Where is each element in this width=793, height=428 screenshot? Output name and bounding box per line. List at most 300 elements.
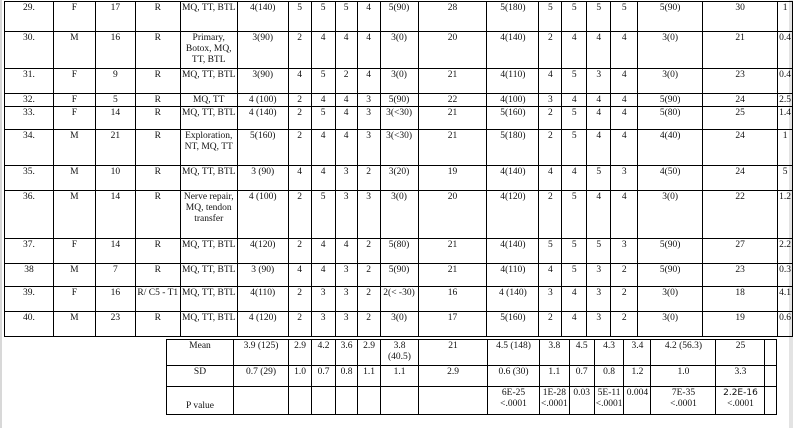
p-value: 6E-25 [501, 388, 526, 398]
cell: 2 [539, 107, 562, 130]
cell: 4(120) [237, 239, 288, 264]
cell: 24 [703, 166, 778, 191]
cell [488, 387, 540, 415]
cell: 24 [703, 130, 778, 166]
cell: 5(90) [638, 239, 703, 264]
cell: 21 [419, 340, 488, 366]
sex: M [53, 312, 95, 337]
cell: 4.3 [594, 340, 624, 366]
cell: 5 [539, 2, 562, 32]
cell: 4 [562, 312, 587, 337]
cell: 3 [539, 287, 562, 312]
cell: 5 [288, 2, 311, 32]
table-row [5, 312, 793, 337]
cell: 4 (140) [237, 107, 288, 130]
cell: 5(90) [380, 264, 418, 287]
table-row [5, 69, 793, 94]
row-label: Mean [167, 340, 234, 366]
cell: 5 [611, 2, 638, 32]
cell: 4 [335, 32, 357, 69]
cell: 3 [539, 94, 562, 107]
cell: 3 [335, 191, 357, 239]
cell: 4 [288, 69, 311, 94]
cell: 2 [357, 312, 380, 337]
age: 16 [95, 287, 135, 312]
age: 14 [95, 239, 135, 264]
cell: 28 [418, 2, 487, 32]
cell: 21 [418, 264, 487, 287]
cell: 2 [357, 264, 380, 287]
side: R [135, 130, 180, 166]
cell: 4 [335, 130, 357, 166]
cell: 5 [562, 69, 587, 94]
cell: 5 [562, 239, 587, 264]
age: 7 [95, 264, 135, 287]
age: 21 [95, 130, 135, 166]
cell: 2 [288, 107, 311, 130]
cell: 4 [611, 69, 638, 94]
cell: 3 [335, 312, 357, 337]
side: R [135, 239, 180, 264]
cell: 5 [562, 107, 587, 130]
cell: 3 [587, 69, 611, 94]
cell: 4 [611, 130, 638, 166]
cell: 5 [311, 107, 335, 130]
cell: 20 [418, 32, 487, 69]
cell: 23 [703, 69, 778, 94]
mean-row [167, 340, 777, 366]
cell: 4 (100) [237, 191, 288, 239]
cell: 1 [778, 130, 793, 166]
cell: 4 [587, 107, 611, 130]
patient-number: 32. [5, 94, 54, 107]
procedure: MQ, TT, BTL [180, 166, 237, 191]
cell: 4 [311, 166, 335, 191]
cell: 4(140) [487, 166, 539, 191]
sex: M [53, 32, 95, 69]
cell: 4 [587, 32, 611, 69]
patient-number: 29. [5, 2, 54, 32]
cell: 2.2 [778, 239, 793, 264]
procedure: MQ, TT [180, 94, 237, 107]
cell: 2 [611, 287, 638, 312]
cell: 2.5 [779, 95, 791, 105]
cell: 3(0) [638, 287, 703, 312]
p-threshold: <.0001 [670, 399, 697, 409]
p-value: 2.2E-16 [723, 388, 758, 398]
cell: 4 [562, 166, 587, 191]
cell: 4.1 [778, 287, 793, 312]
cell: 2 [611, 312, 638, 337]
p-threshold: <.0001 [500, 399, 527, 409]
cell: 3 [357, 130, 380, 166]
cell: 21 [418, 107, 487, 130]
procedure: MQ, TT, BTL [180, 239, 237, 264]
cell: 2 [288, 32, 311, 69]
cell: 5 [335, 2, 357, 32]
table-row [5, 2, 793, 32]
cell: 5(90) [638, 264, 703, 287]
cell: 4(140) [487, 239, 539, 264]
table-row [5, 191, 793, 239]
patient-number: 36. [5, 191, 54, 239]
cell: 0.7 (29) [234, 366, 289, 387]
cell: 22 [418, 94, 487, 107]
cell: 3(90) [237, 69, 288, 94]
cell: 5(90) [380, 2, 418, 32]
cell: 2 [288, 191, 311, 239]
cell: 5 [562, 191, 587, 239]
cell: 4 [288, 264, 311, 287]
side: R [135, 312, 180, 337]
sex: M [53, 191, 95, 239]
p-value: 0.03 [573, 388, 591, 398]
patient-data-table [4, 1, 793, 337]
cell: 4 [611, 94, 638, 107]
cell: 1 [778, 2, 793, 32]
cell: 2 [357, 287, 380, 312]
cell: 3 [357, 191, 380, 239]
cell: 2 [288, 312, 311, 337]
cell [594, 387, 624, 415]
cell: 3.8 [540, 340, 570, 366]
cell: 3 [335, 264, 357, 287]
cell: 24 [703, 94, 778, 107]
cell: 0.4 [778, 69, 793, 94]
sex: M [53, 166, 95, 191]
table-row [5, 32, 793, 69]
p-value: 0.004 [626, 388, 649, 398]
cell: 17 [418, 312, 487, 337]
pvalue-row [167, 387, 777, 415]
cell: 4 [539, 166, 562, 191]
cell: 4 [562, 32, 587, 69]
cell: 5(160) [487, 312, 539, 337]
cell: 2 [539, 191, 562, 239]
cell: 4 [335, 94, 357, 107]
cell: 1.0 [651, 366, 716, 387]
cell: 4 [335, 239, 357, 264]
cell: 4 [587, 191, 611, 239]
cell: 4(40) [638, 130, 703, 166]
cell: 2 [335, 69, 357, 94]
cell: 5(80) [638, 107, 703, 130]
procedure: Nerve repair, MQ, tendon transfer [180, 191, 237, 239]
procedure: MQ, TT, BTL [180, 287, 237, 312]
table-row [5, 287, 793, 312]
cell [358, 387, 381, 415]
patient-number: 30. [5, 32, 54, 69]
cell: 4 [311, 32, 335, 69]
cell: 4 [311, 94, 335, 107]
cell: 5 [587, 166, 611, 191]
cell: 3(0) [380, 191, 418, 239]
cell: 19 [703, 312, 778, 337]
cell: 1.1 [358, 366, 381, 387]
cell: 0.8 [336, 366, 358, 387]
cell: 5 [587, 239, 611, 264]
table-row [5, 239, 793, 264]
cell: 5(160) [237, 130, 288, 166]
p-threshold: <.0001 [727, 399, 754, 409]
cell: 4 [587, 130, 611, 166]
cell: 5 [539, 239, 562, 264]
cell: 1.1 [540, 366, 570, 387]
cell: 5(90) [638, 2, 703, 32]
side: R [135, 107, 180, 130]
procedure: MQ, TT, BTL [180, 312, 237, 337]
cell: 3 [311, 312, 335, 337]
cell: 4(100) [487, 94, 539, 107]
cell: 0.8 [594, 366, 624, 387]
patient-number: 34. [5, 130, 54, 166]
cell [289, 387, 312, 415]
patient-number: 39. [5, 287, 54, 312]
cell: 4 [587, 94, 611, 107]
cell: 0.6 (30) [488, 366, 540, 387]
cell: 3.8 (40.5) [381, 340, 419, 366]
sex: F [53, 2, 95, 32]
sex: M [53, 264, 95, 287]
cell: 3(20) [380, 166, 418, 191]
p-value: 1E-28 [542, 388, 566, 398]
side: R [135, 32, 180, 69]
cell: 5 [311, 191, 335, 239]
cell: 5 [562, 130, 587, 166]
age: 14 [95, 191, 135, 239]
cell: 4 (140) [487, 287, 539, 312]
procedure: MQ, TT, BTL [180, 69, 237, 94]
cell: 1.1 [381, 366, 419, 387]
cell: 16 [418, 287, 487, 312]
cell: 4 [611, 107, 638, 130]
cell [419, 387, 488, 415]
cell: 3(0) [638, 191, 703, 239]
summary-statistics-table [166, 339, 777, 415]
procedure: MQ, TT, BTL [180, 107, 237, 130]
p-threshold: <.0001 [541, 399, 568, 409]
cell: 3(0) [380, 312, 418, 337]
cell: 4(50) [638, 166, 703, 191]
cell [312, 387, 336, 415]
cell: 2 [288, 130, 311, 166]
cell: 27 [703, 239, 778, 264]
cell: 5(90) [380, 94, 418, 107]
cell: 21 [418, 130, 487, 166]
cell: 1.2 [624, 366, 651, 387]
cell: 4(140) [237, 2, 288, 32]
cell: 3 (90) [237, 166, 288, 191]
cell [540, 387, 570, 415]
cell: 5(160) [487, 107, 539, 130]
cell: 4 [357, 32, 380, 69]
cell: 4 (120) [237, 312, 288, 337]
sex: M [53, 130, 95, 166]
cell: 3(0) [380, 69, 418, 94]
cell: 2 [288, 287, 311, 312]
cell: 4 [539, 264, 562, 287]
cell: 5 [778, 166, 793, 191]
patient-number: 40. [5, 312, 54, 337]
cell: 18 [703, 287, 778, 312]
cell: 2.9 [289, 340, 312, 366]
cell: 3 [335, 166, 357, 191]
cell: 23 [703, 264, 778, 287]
cell: 21 [418, 69, 487, 94]
patient-number: 31. [5, 69, 54, 94]
cell: 5 [311, 69, 335, 94]
cell: 4 [611, 191, 638, 239]
cell: 3(<30) [380, 130, 418, 166]
cell: 3.9 (125) [234, 340, 289, 366]
cell: 3 (90) [237, 264, 288, 287]
cell: 0.4 [778, 32, 793, 69]
cell [651, 387, 716, 415]
cell: 3 [611, 166, 638, 191]
cell: 3 [357, 94, 380, 107]
cell: 4(140) [487, 32, 539, 69]
cell: 4.2 (56.3) [651, 340, 716, 366]
side: R [135, 94, 180, 107]
patient-number: 38 [5, 264, 54, 287]
p-value: 7E-35 [671, 388, 696, 398]
cell: 2 [357, 166, 380, 191]
side: R [135, 69, 180, 94]
cell: 5(180) [487, 2, 539, 32]
cell: 4 (100) [237, 94, 288, 107]
cell: 4 [539, 69, 562, 94]
cell: 3(90) [237, 32, 288, 69]
cell [381, 387, 419, 415]
cell: 3.4 [624, 340, 651, 366]
cell: 25 [703, 107, 778, 130]
cell: 3(<30) [380, 107, 418, 130]
cell: 2 [539, 312, 562, 337]
cell: 4.2 [312, 340, 336, 366]
cell [716, 387, 765, 415]
cell [765, 366, 777, 387]
age: 16 [95, 32, 135, 69]
cell: 0.6 [778, 312, 793, 337]
procedure: MQ, TT, BTL [180, 2, 237, 32]
cell: 4 [311, 239, 335, 264]
sex: F [53, 107, 95, 130]
cell: 3(0) [638, 32, 703, 69]
cell: 4.5 [569, 340, 594, 366]
cell: 2 [357, 239, 380, 264]
cell: 3 [335, 287, 357, 312]
sex: F [53, 239, 95, 264]
cell: 4(120) [487, 191, 539, 239]
cell: 4 [335, 107, 357, 130]
cell: 5 [587, 2, 611, 32]
patient-number: 35. [5, 166, 54, 191]
procedure: Primary, Botox, MQ, TT, BTL [180, 32, 237, 69]
cell: 5(180) [487, 130, 539, 166]
table-row [5, 107, 793, 130]
patient-number: 33. [5, 107, 54, 130]
cell: 19 [418, 166, 487, 191]
cell: 21 [703, 32, 778, 69]
p-value: 5E-11 [597, 388, 621, 398]
cell: 4(110) [237, 287, 288, 312]
cell [569, 387, 594, 415]
cell: 4 [611, 32, 638, 69]
cell: 4 [562, 94, 587, 107]
cell [765, 387, 777, 415]
age: 23 [95, 312, 135, 337]
sex: F [53, 287, 95, 312]
cell: 3.3 [716, 366, 765, 387]
side: R [135, 264, 180, 287]
cell [765, 340, 777, 366]
cell: 0.7 [569, 366, 594, 387]
cell: 2 [539, 32, 562, 69]
cell: 4 [311, 130, 335, 166]
cell: 5(90) [638, 94, 703, 107]
cell: 2 [288, 94, 311, 107]
row-label: P value [167, 387, 234, 415]
cell: 2.9 [358, 340, 381, 366]
age: 10 [95, 166, 135, 191]
cell: 22 [703, 191, 778, 239]
cell: 20 [418, 191, 487, 239]
cell: 4(110) [487, 264, 539, 287]
cell: 2 [539, 130, 562, 166]
cell: 3 [357, 107, 380, 130]
cell: 4 [357, 69, 380, 94]
cell: 5 [562, 264, 587, 287]
cell: 1.0 [289, 366, 312, 387]
cell [624, 387, 651, 415]
sd-row [167, 366, 777, 387]
cell: 2(< -30) [380, 287, 418, 312]
cell: 4(110) [487, 69, 539, 94]
cell: 3(0) [380, 32, 418, 69]
table-row [5, 94, 793, 107]
cell [234, 387, 289, 415]
cell: 3 [311, 287, 335, 312]
sex: F [53, 94, 95, 107]
table-row [5, 130, 793, 166]
cell: 2.9 [419, 366, 488, 387]
patient-number: 37. [5, 239, 54, 264]
cell: 1.2 [778, 191, 793, 239]
cell: 0.3 [778, 264, 793, 287]
cell: 4 [357, 2, 380, 32]
p-threshold: <.0001 [595, 399, 623, 409]
procedure: MQ, TT, BTL [180, 264, 237, 287]
cell: 2 [611, 264, 638, 287]
cell: 3 [587, 312, 611, 337]
age: 17 [95, 2, 135, 32]
page-edge-left [0, 0, 2, 428]
cell: 3 [587, 287, 611, 312]
table-row [5, 264, 793, 287]
cell: 3 [611, 239, 638, 264]
cell: 2 [288, 239, 311, 264]
cell: 4 [562, 287, 587, 312]
cell: 5 [311, 2, 335, 32]
age: 9 [95, 69, 135, 94]
cell: 4.5 (148) [488, 340, 540, 366]
cell: 1.4 [778, 107, 793, 130]
cell: 3 [587, 264, 611, 287]
side: R [135, 191, 180, 239]
cell: 25 [716, 340, 765, 366]
cell: 0.7 [312, 366, 336, 387]
sex: F [53, 69, 95, 94]
